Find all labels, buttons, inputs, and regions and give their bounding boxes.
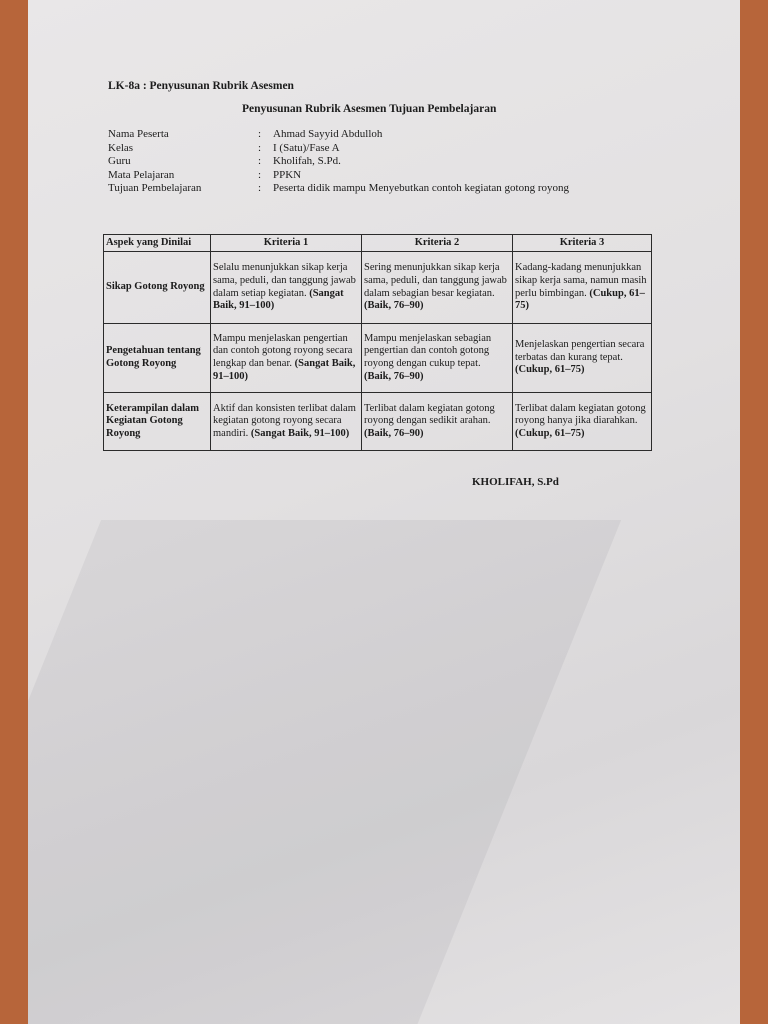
criteria-score: (Sangat Baik, 91–100) [213,287,344,312]
info-label: Nama Peserta [108,128,169,140]
rubric-table [103,234,652,451]
page-shadow [28,520,621,1024]
document-page [28,0,740,1024]
document-title: Penyusunan Rubrik Asesmen Tujuan Pembelajaran [242,103,497,115]
criteria-score: (Baik, 76–90) [364,427,424,439]
info-label: Guru [108,155,131,167]
criteria-cell [211,324,362,393]
criteria-text: Terlibat dalam kegiatan gotong royong hanya jika diarahkan. [515,402,646,427]
info-row-nama-peserta [108,128,569,142]
info-label: Mata Pelajaran [108,168,175,181]
criteria-score: (Cukup, 61–75) [515,427,585,439]
info-separator: : [258,128,262,140]
info-value: PPKN [273,168,302,181]
criteria-score: (Baik, 76–90) [364,300,424,312]
info-table [108,128,569,196]
criteria-score: (Sangat Baik, 91–100) [250,427,350,439]
info-row-kelas [108,142,569,156]
header-kriteria-2: Kriteria 2 [362,235,513,252]
criteria-text: Aktif dan konsisten terlibat dalam kegiatan gotong royong secara mandiri. [213,402,356,439]
info-row-guru [108,155,569,169]
criteria-cell [211,252,362,324]
info-separator: : [258,168,262,181]
info-separator: : [258,141,262,154]
criteria-score: (Sangat Baik, 91–100) [213,358,356,382]
criteria-text: Kadang-kadang menunjukkan sikap kerja sama, namun masih perlu bimbingan. [515,262,647,299]
criteria-cell [211,393,362,451]
criteria-score: (Cukup, 61–75) [515,287,645,312]
info-row-tujuan-pembelajaran [108,182,569,196]
header-kriteria-3: Kriteria 3 [513,235,652,252]
header-kriteria-1: Kriteria 1 [211,235,362,252]
criteria-text: Selalu menunjukkan sikap kerja sama, peduli, dan tanggung jawab dalam setiap kegiatan. [213,262,356,299]
info-value: Kholifah, S.Pd. [273,155,341,167]
header-aspek: Aspek yang Dinilai [104,235,211,252]
criteria-text: Menjelaskan pengertian secara terbatas dan kurang tepat. [515,339,645,363]
document-code: LK-8a : Penyusunan Rubrik Asesmen [108,80,294,92]
signature-name: KHOLIFAH, S.Pd [472,476,559,488]
rubric-row-sikap [104,252,652,324]
criteria-cell [513,324,652,393]
criteria-text: Sering menunjukkan sikap kerja sama, peduli, dan tanggung jawab dalam sebagian besar kegiatan. [364,262,507,299]
info-label: Tujuan Pembelajaran [108,182,202,194]
aspect-cell: Sikap Gotong Royong [104,252,211,324]
info-value: Ahmad Sayyid Abdulloh [273,128,383,140]
rubric-row-keterampilan [104,393,652,451]
criteria-cell [513,393,652,451]
criteria-cell [513,252,652,324]
criteria-text: Mampu menjelaskan sebagian pengertian dan contoh gotong royong dengan cukup tepat. [364,332,492,369]
rubric-header-row [104,235,652,252]
info-separator: : [258,155,262,167]
criteria-text: Mampu menjelaskan pengertian dan contoh gotong royong secara lengkap dan benar. [213,332,353,369]
criteria-score: (Cukup, 61–75) [515,364,585,376]
aspect-cell: Keterampilan dalam Kegiatan Gotong Royong [104,393,211,451]
info-value: I (Satu)/Fase A [273,141,340,154]
criteria-score: (Baik, 76–90) [364,370,424,382]
info-separator: : [258,182,262,194]
criteria-cell [362,393,513,451]
aspect-cell: Pengetahuan tentang Gotong Royong [104,324,211,393]
criteria-cell [362,252,513,324]
info-row-mata-pelajaran [108,169,569,183]
info-value: Peserta didik mampu Menyebutkan contoh kegiatan gotong royong [273,182,570,194]
info-label: Kelas [108,141,134,154]
rubric-row-pengetahuan [104,324,652,393]
criteria-text: Terlibat dalam kegiatan gotong royong dengan sedikit arahan. [364,402,495,427]
criteria-cell [362,324,513,393]
